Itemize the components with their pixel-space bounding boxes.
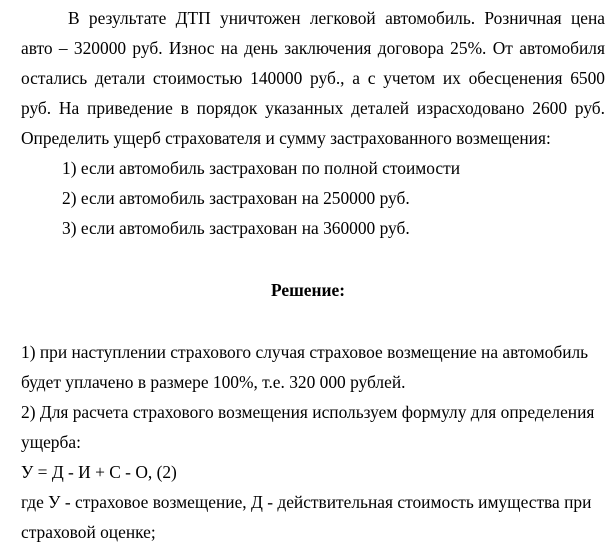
task-conditions-list [21,153,605,243]
task-paragraph: В результате ДТП уничтожен легковой автомобиль. Розничная цена авто – 320000 руб. Износ на день заключения договора 25%. От автомобиля остались детали стоимостью 140000 руб., а с учетом их обесценения 6500 руб. На приведение в порядок указанных деталей израсходовано 2600 руб. Определить ущерб страхователя и сумму застрахованного возмещения: [21,8,605,148]
solution-paragraph-2: 2) Для расчета страхового возмещения используем формулу для определения ущерба: [21,402,595,452]
solution-body [21,337,605,547]
task-condition-item: 2) если автомобиль застрахован на 250000 руб. [62,188,410,208]
task-condition-item: 1) если автомобиль застрахован по полной стоимости [62,158,461,178]
solution-heading: Решение: [270,280,346,300]
damage-formula: У = Д - И + С - О, (2) [21,462,177,482]
solution-paragraph-1: 1) при наступлении страхового случая страховое возмещение на автомобиль будет уплачено в размере 100%, т.е. 320 000 рублей. [21,342,589,392]
solution-paragraph-3: где У - страховое возмещение, Д - действительная стоимость имущества при страховой оценке; [21,492,592,542]
task-statement [21,3,605,243]
task-condition-item: 3) если автомобиль застрахован на 360000 руб. [62,218,410,238]
